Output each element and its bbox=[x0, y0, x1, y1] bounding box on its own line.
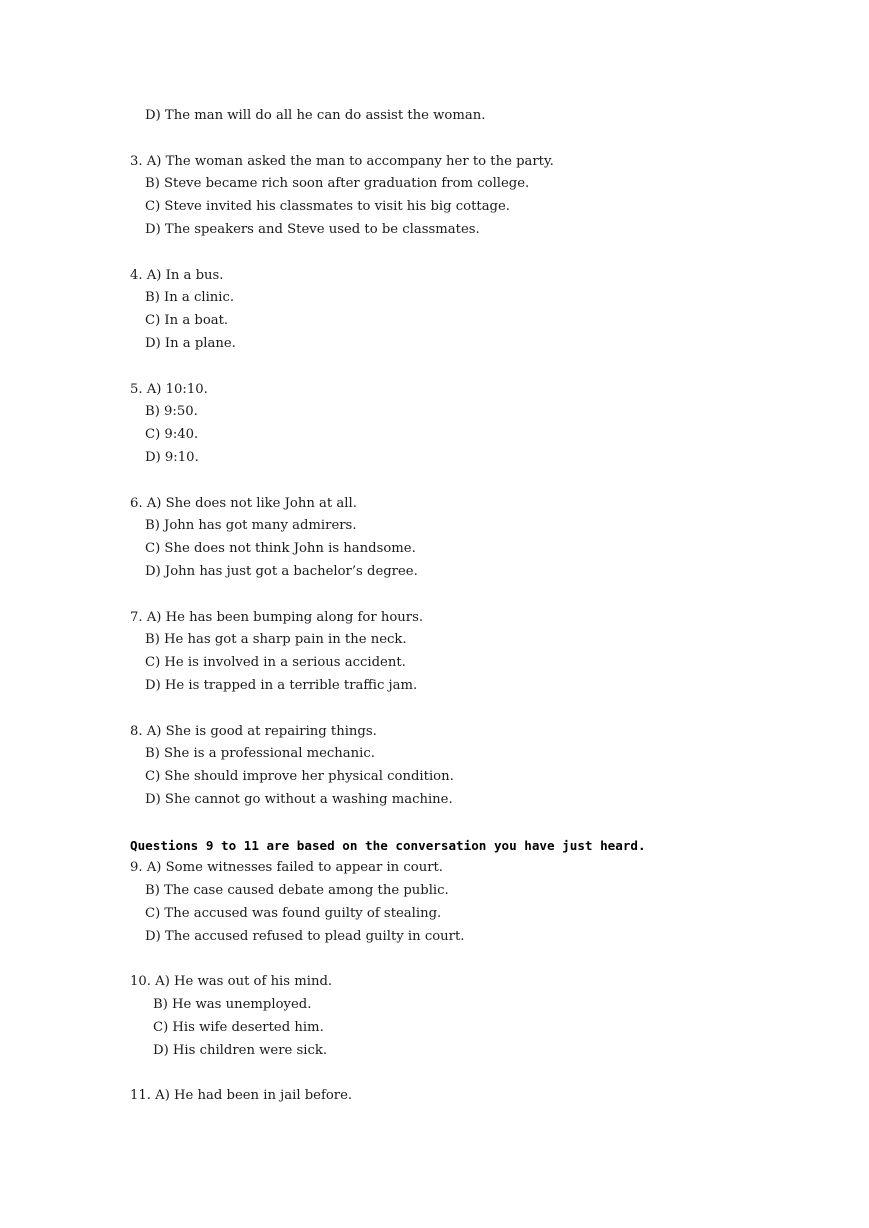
q5-option-c: C) 9:40. bbox=[145, 427, 199, 443]
q8-option-b: B) She is a professional mechanic. bbox=[145, 746, 375, 762]
q8-option-a: 8. A) She is good at repairing things. bbox=[130, 723, 377, 739]
q3-option-b: B) Steve became rich soon after graduation from college. bbox=[145, 176, 530, 192]
q9-option-b: B) The case caused debate among the public. bbox=[145, 883, 449, 899]
q3-option-d: D) The speakers and Steve used to be classmates. bbox=[145, 221, 480, 237]
q4-option-a: 4. A) In a bus. bbox=[130, 267, 224, 283]
q5-option-a: 5. A) 10:10. bbox=[130, 381, 208, 397]
q2-option-d: D) The man will do all he can do assist the woman. bbox=[145, 108, 486, 123]
section-heading: Questions 9 to 11 are based on the conversation you have just heard. bbox=[130, 837, 646, 853]
spacer bbox=[130, 584, 830, 607]
q8-option-c: C) She should improve her physical condition. bbox=[145, 769, 454, 785]
q10-option-d: D) His children were sick. bbox=[153, 1042, 328, 1058]
q6-option-b: B) John has got many admirers. bbox=[145, 518, 357, 534]
q7-option-b: B) He has got a sharp pain in the neck. bbox=[145, 632, 407, 648]
spacer bbox=[130, 1062, 830, 1085]
spacer bbox=[130, 470, 830, 493]
q7-option-d: D) He is trapped in a terrible traffic jam. bbox=[145, 677, 418, 693]
q6-option-d: D) John has just got a bachelor’s degree. bbox=[145, 563, 418, 579]
q5-option-b: B) 9:50. bbox=[145, 404, 198, 420]
spacer bbox=[130, 698, 830, 721]
q8-option-d: D) She cannot go without a washing machine. bbox=[145, 791, 453, 807]
q3-option-c: C) Steve invited his classmates to visit his big cottage. bbox=[145, 199, 510, 215]
q7-option-a: 7. A) He has been bumping along for hours. bbox=[130, 609, 424, 625]
q9-option-a: 9. A) Some witnesses failed to appear in court. bbox=[130, 860, 443, 876]
q6-option-a: 6. A) She does not like John at all. bbox=[130, 495, 357, 511]
q9-option-d: D) The accused refused to plead guilty in court. bbox=[145, 928, 465, 944]
q9-option-c: C) The accused was found guilty of stealing. bbox=[145, 905, 442, 921]
q4-option-d: D) In a plane. bbox=[145, 335, 236, 351]
q4-option-c: C) In a boat. bbox=[145, 313, 229, 329]
q7-option-c: C) He is involved in a serious accident. bbox=[145, 655, 406, 671]
q10-option-c: C) His wife deserted him. bbox=[153, 1019, 324, 1035]
spacer bbox=[130, 242, 830, 265]
q5-option-d: D) 9:10. bbox=[145, 449, 199, 465]
q3-option-a: 3. A) The woman asked the man to accompany her to the party. bbox=[130, 153, 554, 169]
q10-option-a: 10. A) He was out of his mind. bbox=[130, 974, 333, 990]
q10-option-b: B) He was unemployed. bbox=[153, 997, 312, 1013]
spacer bbox=[130, 812, 830, 835]
q4-option-b: B) In a clinic. bbox=[145, 290, 235, 306]
q11-option-a: 11. A) He had been in jail before. bbox=[130, 1088, 353, 1104]
q6-option-c: C) She does not think John is handsome. bbox=[145, 541, 416, 557]
spacer bbox=[130, 356, 830, 379]
spacer bbox=[130, 948, 830, 971]
question-list bbox=[130, 105, 830, 1108]
spacer bbox=[130, 128, 830, 151]
